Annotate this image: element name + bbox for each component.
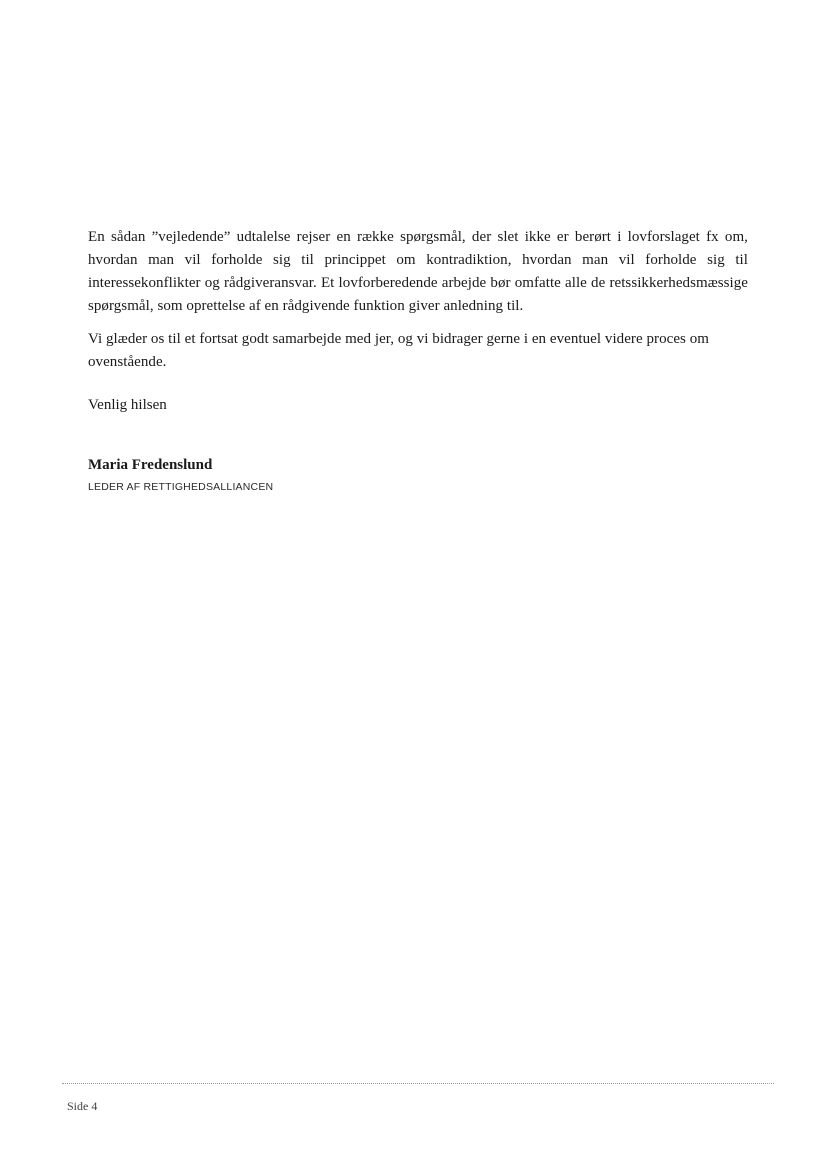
signer-name: Maria Fredenslund [88, 457, 213, 473]
page-number: Side 4 [67, 1099, 98, 1113]
paragraph-legal-concerns: En sådan ”vejledende” udtalelse rejser en række spørgsmål, der slet ikke er berørt i lovforslaget fx om, hvordan man vil forholde sig til princippet om kontradiktion, hvordan man vil forholde sig til interessekonflikter og rådgiveransvar. Et lovforberedende arbejde bør omfatte alle de retssikkerhedsmæssige spørgsmål, som oprettelse af en rådgivende funktion giver anledning til. [88, 229, 748, 314]
paragraph-closing: Vi glæder os til et fortsat godt samarbejde med jer, og vi bidrager gerne i en eventuel videre proces om ovenstående. [88, 331, 709, 370]
footer-divider [62, 1083, 774, 1084]
greeting: Venlig hilsen [88, 397, 167, 413]
signer-title: LEDER AF RETTIGHEDSALLIANCEN [88, 481, 274, 493]
letter-body [88, 226, 748, 494]
